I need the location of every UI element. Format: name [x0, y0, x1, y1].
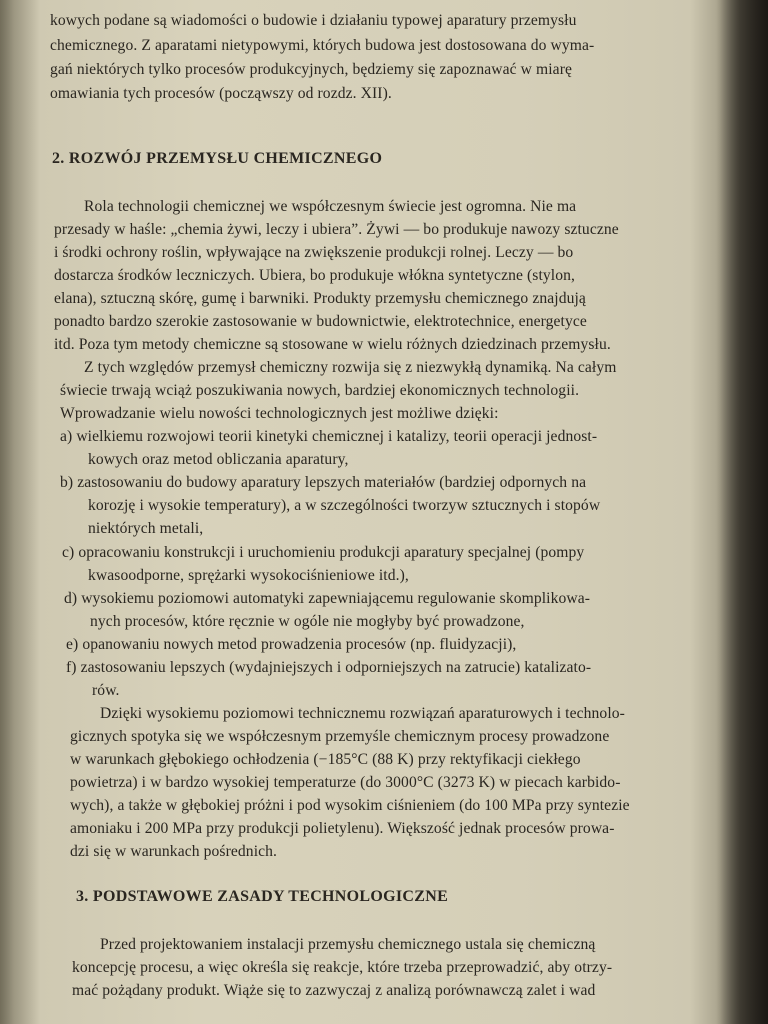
text-line: chemicznego. Z aparatami nietypowymi, których budowa jest dostosowana do wyma-	[50, 37, 595, 54]
text-line: gań niektórych tylko procesów produkcyjnych, będziemy się zapoznawać w miarę	[50, 61, 573, 78]
text-line: Z tych względów przemysł chemiczny rozwija się z niezwykłą dynamiką. Na całym	[84, 359, 617, 376]
text-line: wych), a także w głębokiej próżni i pod wysokim ciśnieniem (do 100 MPa przy syntezie	[70, 797, 630, 814]
list-item-line: niektórych metali,	[88, 520, 204, 537]
list-item-line: nych procesów, które ręcznie w ogóle nie mogłyby być prowadzone,	[90, 613, 525, 630]
text-line: dzi się w warunkach pośrednich.	[70, 843, 278, 860]
section-heading: 3. PODSTAWOWE ZASADY TECHNOLOGICZNE	[76, 888, 449, 905]
text-line: mać pożądany produkt. Wiąże się to zazwyczaj z analizą porównawczą zalet i wad	[72, 982, 596, 999]
list-item-line: a) wielkiemu rozwojowi teorii kinetyki chemicznej i katalizy, teorii operacji jednost-	[60, 428, 598, 445]
text-line: Wprowadzanie wielu nowości technologicznych jest możliwe dzięki:	[60, 405, 499, 422]
text-line: omawiania tych procesów (począwszy od rozdz. XII).	[50, 85, 392, 102]
list-item-line: korozję i wysokie temperatury), a w szczególności tworzyw sztucznych i stopów	[88, 497, 601, 514]
list-item-line: c) opracowaniu konstrukcji i uruchomieniu produkcji aparatury specjalnej (pompy	[62, 544, 585, 561]
text-line: przesady w haśle: „chemia żywi, leczy i ubiera”. Żywi — bo produkuje nawozy sztuczne	[54, 221, 619, 238]
text-line: gicznych spotyka się we współczesnym przemyśle chemicznym procesy prowadzone	[70, 728, 610, 745]
text-line: Rola technologii chemicznej we współczesnym świecie jest ogromna. Nie ma	[84, 198, 577, 215]
text-line: powietrza) i w bardzo wysokiej temperaturze (do 3000°C (3273 K) w piecach karbido-	[70, 774, 621, 791]
list-item-line: kowych oraz metod obliczania aparatury,	[88, 451, 349, 468]
page-shadow	[0, 0, 40, 1024]
text-line: amoniaku i 200 MPa przy produkcji polietylenu). Większość jednak procesów prowa-	[70, 820, 615, 837]
text-line: dostarcza środków leczniczych. Ubiera, bo produkuje włókna syntetyczne (stylon,	[54, 267, 576, 284]
text-line: itd. Poza tym metody chemiczne są stosowane w wielu różnych dziedzinach przemysłu.	[54, 336, 611, 353]
list-item-line: e) opanowaniu nowych metod prowadzenia procesów (np. fluidyzacji),	[66, 636, 517, 653]
book-edge-shadow	[716, 0, 768, 1024]
text-line: Przed projektowaniem instalacji przemysłu chemicznego ustala się chemiczną	[100, 936, 596, 953]
text-line: świecie trwają wciąż poszukiwania nowych, bardziej ekonomicznych technologii.	[60, 382, 580, 399]
text-line: elana), sztuczną skórę, gumę i barwniki. Produkty przemysłu chemicznego znajdują	[54, 290, 586, 307]
text-line: koncepcję procesu, a więc określa się reakcje, które trzeba przeprowadzić, aby otrzy-	[72, 959, 613, 976]
section-heading: 2. ROZWÓJ PRZEMYSŁU CHEMICZNEGO	[52, 150, 383, 167]
list-item-line: b) zastosowaniu do budowy aparatury lepszych materiałów (bardziej odpornych na	[60, 474, 587, 491]
text-line: i środki ochrony roślin, wpływające na zwiększenie produkcji rolnej. Leczy — bo	[54, 244, 574, 261]
text-line: w warunkach głębokiego ochłodzenia (−185°C (88 K) przy rektyfikacji ciekłego	[70, 751, 581, 768]
text-line: ponadto bardzo szerokie zastosowanie w budownictwie, elektrotechnice, energetyce	[54, 313, 587, 330]
list-item-line: d) wysokiemu poziomowi automatyki zapewniającemu regulowanie skomplikowa-	[64, 590, 591, 607]
list-item-line: f) zastosowaniu lepszych (wydajniejszych i odporniejszych na zatrucie) katalizato-	[66, 659, 592, 676]
text-line: kowych podane są wiadomości o budowie i działaniu typowej aparatury przemysłu	[50, 12, 577, 29]
list-item-line: kwasoodporne, sprężarki wysokociśnieniowe itd.),	[88, 567, 409, 584]
list-item-line: rów.	[92, 682, 120, 699]
text-line: Dzięki wysokiemu poziomowi technicznemu rozwiązań aparaturowych i technolo-	[100, 705, 625, 722]
